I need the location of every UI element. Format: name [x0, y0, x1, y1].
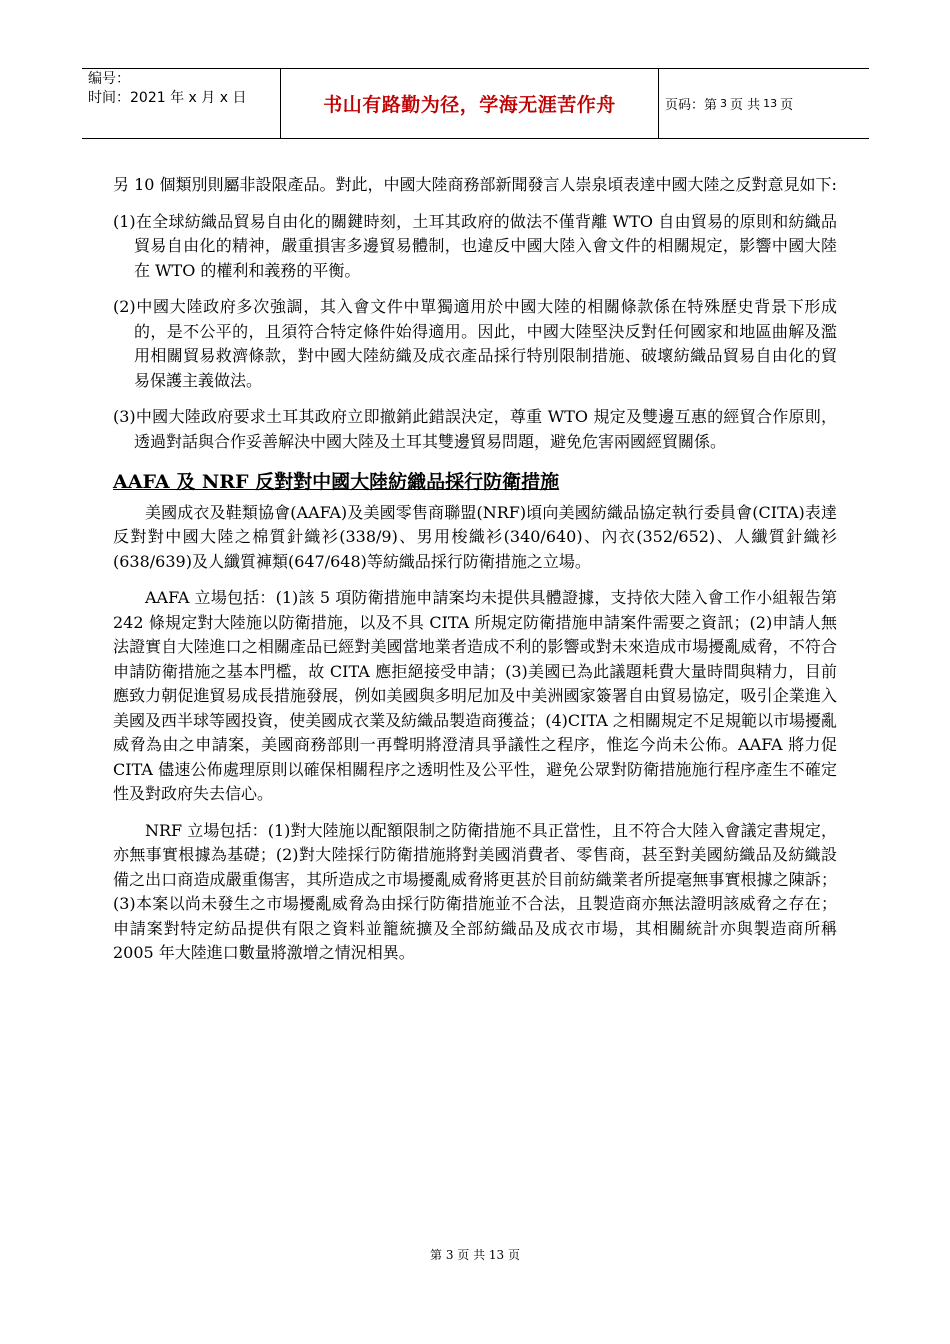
- header-meta: [82, 69, 281, 138]
- header-number: 编号：: [88, 71, 130, 87]
- body-paragraph: AAFA 立場包括：(1)該 5 項防衛措施申請案均未提供具體證據，支持依大陸入會工作小組報告第 242 條規定對大陸施以防衛措施，以及不具 CITA 所規定防衛措施申請案件需要之資訊；(2)申請人無法證實自大陸進口之相關產品已經對美國當地業者造成不利的影響或對未來造成市場擾亂威脅，不符合申請防衛措施之基本門檻，故 CITA 應拒絕接受申請；(3)美國已為此議題耗費大量時間與精力，目前應致力朝促進貿易成長措施發展，例如美國與多明尼加及中美洲國家簽署自由貿易協定，吸引企業進入美國及西半球等國投資，使美國成衣業及紡織品製造商獲益；(4)CITA 之相關規定不足規範以市場擾亂威脅為由之申請案，美國商務部則一再聲明將澄清具爭議性之程序，惟迄今尚未公佈。AAFA 將力促 CITA 儘速公佈處理原則以確保相關程序之透明性及公平性，避免公眾對防衛措施施行程序產生不確定性及對政府失去信心。: [113, 588, 837, 803]
- header-page-mid: 页 共: [730, 98, 761, 113]
- header-page-suffix: 页: [780, 98, 794, 113]
- list-item: (2)中國大陸政府多次強調，其入會文件中單獨適用於中國大陸的相關條款係在特殊歷史背景下形成的，是不公平的，且須符合特定條件始得適用。因此，中國大陸堅決反對任何國家和地區曲解及濫用相關貿易救濟條款，對中國大陸紡織及成衣產品採行特別限制措施、破壞紡織品貿易自由化的貿易保護主義做法。: [113, 297, 837, 390]
- header-time: 时间：2021 年 x 月 x 日: [88, 90, 247, 106]
- page-footer: 第 3 页 共 13 页: [430, 1248, 520, 1262]
- intro-paragraph: 另 10 個類別則屬非設限產品。對此，中國大陸商務部新聞發言人崇泉頃表達中國大陸之反對意見如下:: [113, 175, 837, 194]
- section-heading: AAFA 及 NRF 反對對中國大陸紡織品採行防衛措施: [113, 471, 560, 493]
- list-item: (1)在全球紡織品貿易自由化的關鍵時刻，土耳其政府的做法不僅背離 WTO 自由貿易的原則和紡織品貿易自由化的精神，嚴重損害多邊貿易體制，也違反中國大陸入會文件的相關規定，影響中國大陸在 WTO 的權利和義務的平衡。: [113, 211, 837, 280]
- header-page-current: 3: [720, 97, 728, 110]
- document-body: [113, 173, 837, 966]
- header-page-total: 13: [763, 97, 778, 110]
- page-header: [82, 68, 869, 139]
- header-page-info: [659, 69, 869, 138]
- header-page-prefix: 页码：第: [665, 98, 718, 113]
- body-paragraph: NRF 立場包括：(1)對大陸施以配額限制之防衛措施不具正當性，且不符合大陸入會議定書規定，亦無事實根據為基礎；(2)對大陸採行防衛措施將對美國消費者、零售商，甚至對美國紡織品及紡織設備之出口商造成嚴重傷害，其所造成之市場擾亂威脅將更甚於目前紡織業者所提毫無事實根據之陳訴；(3)本案以尚未發生之市場擾亂威脅為由採行防衛措施並不合法，且製造商亦無法證明該威脅之存在；申請案對特定紡品提供有限之資料並籠統擴及全部紡織品及成衣市場，其相關統計亦與製造商所稱 2005 年大陸進口數量將激增之情況相異。: [113, 820, 837, 962]
- body-paragraph: 美國成衣及鞋類協會(AAFA)及美國零售商聯盟(NRF)頃向美國紡織品協定執行委員會(CITA)表達反對對中國大陸之棉質針織衫(338/9)、男用梭織衫(340/640)、內衣(352/652)、人纖質針織衫(638/639)及人纖質褲類(647/648)等紡織品採行防衛措施之立場。: [113, 502, 837, 571]
- list-item: (3)中國大陸政府要求土耳其政府立即撤銷此錯誤決定，尊重 WTO 規定及雙邊互惠的經貿合作原則，透過對話與合作妥善解決中國大陸及土耳其雙邊貿易問題，避免危害兩國經貿關係。: [113, 407, 837, 451]
- header-motto: 书山有路勤为径，学海无涯苦作舟: [281, 69, 659, 138]
